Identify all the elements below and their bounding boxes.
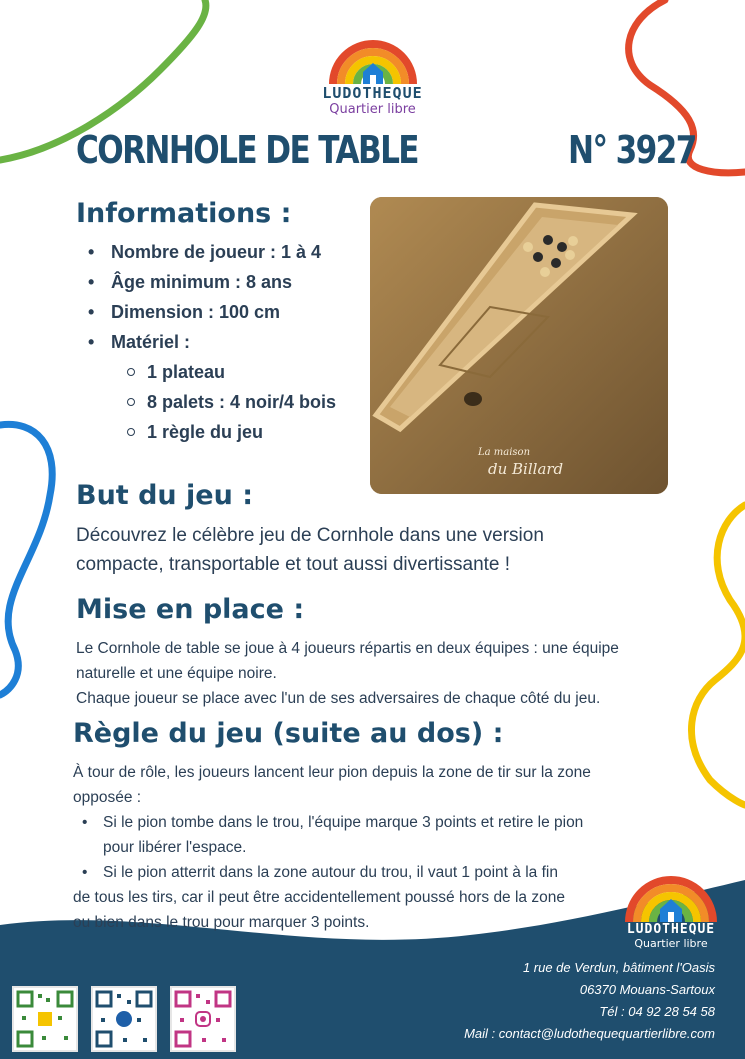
informations-heading: Informations : (76, 198, 292, 229)
page-title: CORNHOLE DE TABLE (76, 128, 418, 172)
footer-city: 06370 Mouans-Sartoux (579, 982, 715, 997)
photo-watermark-line1: La maison (478, 447, 531, 458)
logo-top-line2: Quartier libre (329, 102, 416, 117)
but-text (76, 521, 696, 579)
regle-intro-line: opposée : (73, 789, 142, 806)
footer-contact (464, 957, 715, 1045)
regle-text (73, 760, 673, 935)
logo-footer-line2: Quartier libre (634, 937, 708, 950)
qr-pattern-icon (93, 988, 155, 1050)
mise-line: Le Cornhole de table se joue à 4 joueurs répartis en deux équipes : une équipe (76, 640, 619, 657)
info-players: • Nombre de joueur : 1 à 4 (76, 237, 376, 267)
info-dimension: • Dimension : 100 cm (76, 297, 376, 327)
rainbow-house-icon (615, 852, 727, 924)
but-line: Découvrez le célèbre jeu de Cornhole dans une version (76, 525, 544, 546)
but-heading: But du jeu : (76, 480, 254, 511)
informations-list (76, 237, 376, 447)
footer-phone: Tél : 04 92 28 54 58 (599, 1004, 715, 1019)
photo-watermark-line2: du Billard (488, 460, 564, 478)
mise-text (76, 636, 696, 711)
materiel-item: 1 règle du jeu (76, 417, 376, 447)
regle-bullet-line: • Si le pion atterrit dans la zone autour du trou, il vaut 1 point à la fin (103, 864, 558, 881)
regle-bullet-2 (73, 860, 673, 885)
logo-top-line1: LUDOTHEQUE (322, 84, 423, 102)
regle-intro-line: À tour de rôle, les joueurs lancent leur pion depuis la zone de tir sur la zone (73, 764, 591, 781)
footer-address: 1 rue de Verdun, bâtiment l'Oasis (522, 960, 715, 975)
qr-code-website[interactable] (12, 986, 78, 1052)
logo-footer-line1: LUDOTHEQUE (626, 922, 716, 937)
logo-top (300, 20, 445, 120)
logo-footer (615, 852, 727, 952)
qr-code-facebook[interactable] (91, 986, 157, 1052)
regle-bullet-line: pour libérer l'espace. (103, 839, 247, 856)
but-line: compacte, transportable et tout aussi divertissante ! (76, 554, 511, 575)
mise-line: Chaque joueur se place avec l'un de ses adversaires de chaque côté du jeu. (76, 690, 601, 707)
rainbow-house-icon (300, 20, 445, 90)
qr-pattern-icon (14, 988, 76, 1050)
qr-code-instagram[interactable] (170, 986, 236, 1052)
regle-cont-line: de tous les tirs, car il peut être accidentellement poussé hors de la zone (73, 889, 565, 906)
regle-list (73, 810, 673, 885)
product-photo (370, 197, 668, 494)
footer-mail: Mail : contact@ludothequequartierlibre.com (464, 1026, 715, 1041)
materiel-item: 1 plateau (76, 357, 376, 387)
regle-heading: Règle du jeu (suite au dos) : (73, 718, 504, 749)
regle-bullet-line: • Si le pion tombe dans le trou, l'équipe marque 3 points et retire le pion (103, 814, 584, 831)
mise-heading: Mise en place : (76, 594, 305, 625)
qr-pattern-icon (172, 988, 234, 1050)
info-age: • Âge minimum : 8 ans (76, 267, 376, 297)
regle-cont-line: ou bien dans le trou pour marquer 3 points. (73, 914, 370, 931)
regle-bullet-1 (73, 810, 673, 860)
info-materiel: • Matériel : (76, 327, 376, 357)
materiel-item: 8 palets : 4 noir/4 bois (76, 387, 376, 417)
mise-line: naturelle et une équipe noire. (76, 665, 277, 682)
item-number: N° 3927 (568, 128, 696, 172)
